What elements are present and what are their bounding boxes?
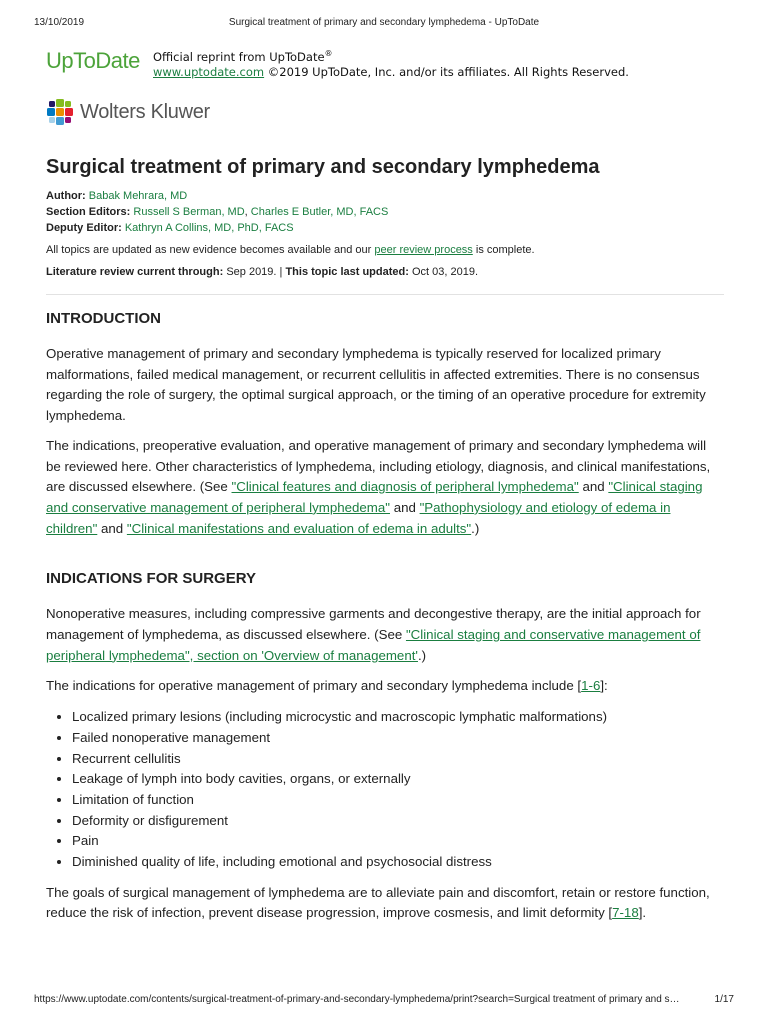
deputy-editor-label: Deputy Editor: [46, 222, 122, 234]
list-item: • Localized primary lesions (including microcystic and macroscopic lymphatic malformations) [72, 707, 724, 728]
lit-review-label: Literature review current through: [46, 266, 224, 278]
wolters-kluwer-logo [46, 98, 246, 128]
topic-link-clinical-features[interactable]: "Clinical features and diagnosis of peripheral lymphedema" [231, 479, 579, 495]
list-item: • Recurrent cellulitis [72, 749, 724, 770]
reprint-label: Official reprint from UpToDate [153, 49, 325, 64]
indications-p1-text: Nonoperative measures, including compressive garments and decongestive therapy, are the initial approach for management of lymphedema, as discussed elsewhere. (See [46, 606, 701, 643]
uptodate-site-link[interactable]: www.uptodate.com [153, 64, 265, 79]
section-editor-link-1[interactable]: Russell S Berman, MD [133, 206, 245, 218]
indications-paragraph-2 [46, 676, 724, 697]
author-line [46, 188, 724, 204]
review-dates [46, 264, 724, 280]
last-updated-value: Oct 03, 2019. [408, 266, 479, 278]
deputy-editor-link[interactable]: Kathryn A Collins, MD, PhD, FACS [124, 222, 294, 234]
registered-mark: ® [324, 49, 333, 58]
intro-p2-text: The indications, preoperative evaluation, and operative management of primary and secondary lymphedema will be reviewed here. Other characteristics of lymphedema, including etiology, diagnosis, and clinical manifestations, are discussed elsewhere. (See [46, 437, 711, 495]
reprint-notice [153, 46, 629, 80]
intro-paragraph-1: Operative management of primary and secondary lymphedema is typically reserved for localized primary malformations, failed medical management, or recurrent cellulitis in affected extremities. There is no consensus regarding the role of surgery, the optimal surgical approach, or the timing of an operative procedure for extremity lymphedema. [46, 346, 706, 424]
connector-and: and [390, 499, 420, 515]
update-note [46, 242, 724, 258]
wolters-kluwer-icon [46, 98, 74, 126]
connector-and: and [97, 520, 127, 536]
connector-and: and [578, 479, 609, 495]
article-meta [46, 188, 724, 280]
indications-p1-end: .) [417, 647, 427, 663]
topic-link-pathophysiology[interactable]: "Pathophysiology and etiology of edema in children" [46, 499, 671, 536]
deputy-editor-line [46, 220, 724, 236]
uptodate-logo[interactable]: UpToDate [46, 48, 140, 73]
list-item: • Diminished quality of life, including emotional and psychosocial distress [72, 852, 724, 873]
print-date: 13/10/2019 [34, 17, 85, 28]
topic-link-clinical-staging[interactable]: "Clinical staging and conservative management of peripheral lymphedema" [46, 479, 703, 515]
section-editor-link-2[interactable]: Charles E Butler, MD, FACS [250, 206, 389, 218]
article-title: Surgical treatment of primary and secondary lymphedema [46, 156, 600, 178]
print-footer [0, 992, 768, 1012]
print-header [0, 0, 768, 28]
indications-p3-text: The goals of surgical management of lymphedema are to alleviate pain and discomfort, retain or restore function, reduce the risk of infection, prevent disease progression, improve cosmesis, and limit deformity [ [46, 884, 710, 921]
print-title: Surgical treatment of primary and secondary lymphedema - UpToDate [228, 17, 540, 28]
indications-paragraph-3 [46, 883, 724, 924]
peer-review-link[interactable]: peer review process [374, 244, 473, 256]
section-editors-label: Section Editors: [46, 206, 131, 218]
indications-p2-text: The indications for operative management of primary and secondary lymphedema include [ [46, 678, 582, 694]
section-editors-line: Section Editors: Russell S Berman, MD, Charles E Butler, MD, FACS [46, 206, 389, 218]
introduction-heading: INTRODUCTION [46, 310, 161, 327]
publisher-name: Wolters Kluwer [80, 101, 210, 123]
reference-link-1-6[interactable]: 1-6 [581, 678, 601, 694]
indications-list [46, 707, 724, 873]
article [46, 150, 724, 924]
update-note-end: is complete. [472, 244, 535, 256]
author-label: Author: [46, 190, 86, 202]
indications-p2-end: ]: [600, 678, 608, 694]
list-item: • Limitation of function [72, 790, 724, 811]
list-item: • Leakage of lymph into body cavities, organs, or externally [72, 769, 724, 790]
page-number: 1/17 [714, 994, 734, 1005]
copyright-text: ©2019 UpToDate, Inc. and/or its affiliates. All Rights Reserved. [264, 64, 629, 79]
update-note-text: All topics are updated as new evidence becomes available and our [46, 244, 375, 256]
indications-heading: INDICATIONS FOR SURGERY [46, 570, 257, 588]
lit-review-value: Sep 2019. | [223, 266, 286, 278]
last-updated-label: This topic last updated: [285, 266, 409, 278]
print-url: https://www.uptodate.com/contents/surgical-treatment-of-primary-and-secondary-lymphedema/print?search=Surgical treatment of primary and s… [34, 994, 680, 1005]
list-item: • Failed nonoperative management [72, 728, 724, 749]
topic-link-overview-of-management[interactable]: "Clinical staging and conservative management of peripheral lymphedema", section on 'Overview of management' [46, 627, 701, 663]
divider [46, 294, 724, 295]
indications-paragraph-1 [46, 604, 724, 666]
topic-link-clinical-manifestations[interactable]: "Clinical manifestations and evaluation of edema in adults" [126, 520, 472, 536]
intro-p2-end: .) [471, 520, 480, 536]
reference-link-7-18[interactable]: 7-18 [612, 905, 639, 921]
author-link[interactable]: Babak Mehrara, MD [88, 190, 188, 202]
list-item: • Deformity or disfigurement [72, 811, 724, 832]
intro-paragraph-2 [46, 436, 724, 540]
indications-p3-end: ]. [638, 905, 647, 921]
list-item: • Pain [72, 831, 724, 852]
